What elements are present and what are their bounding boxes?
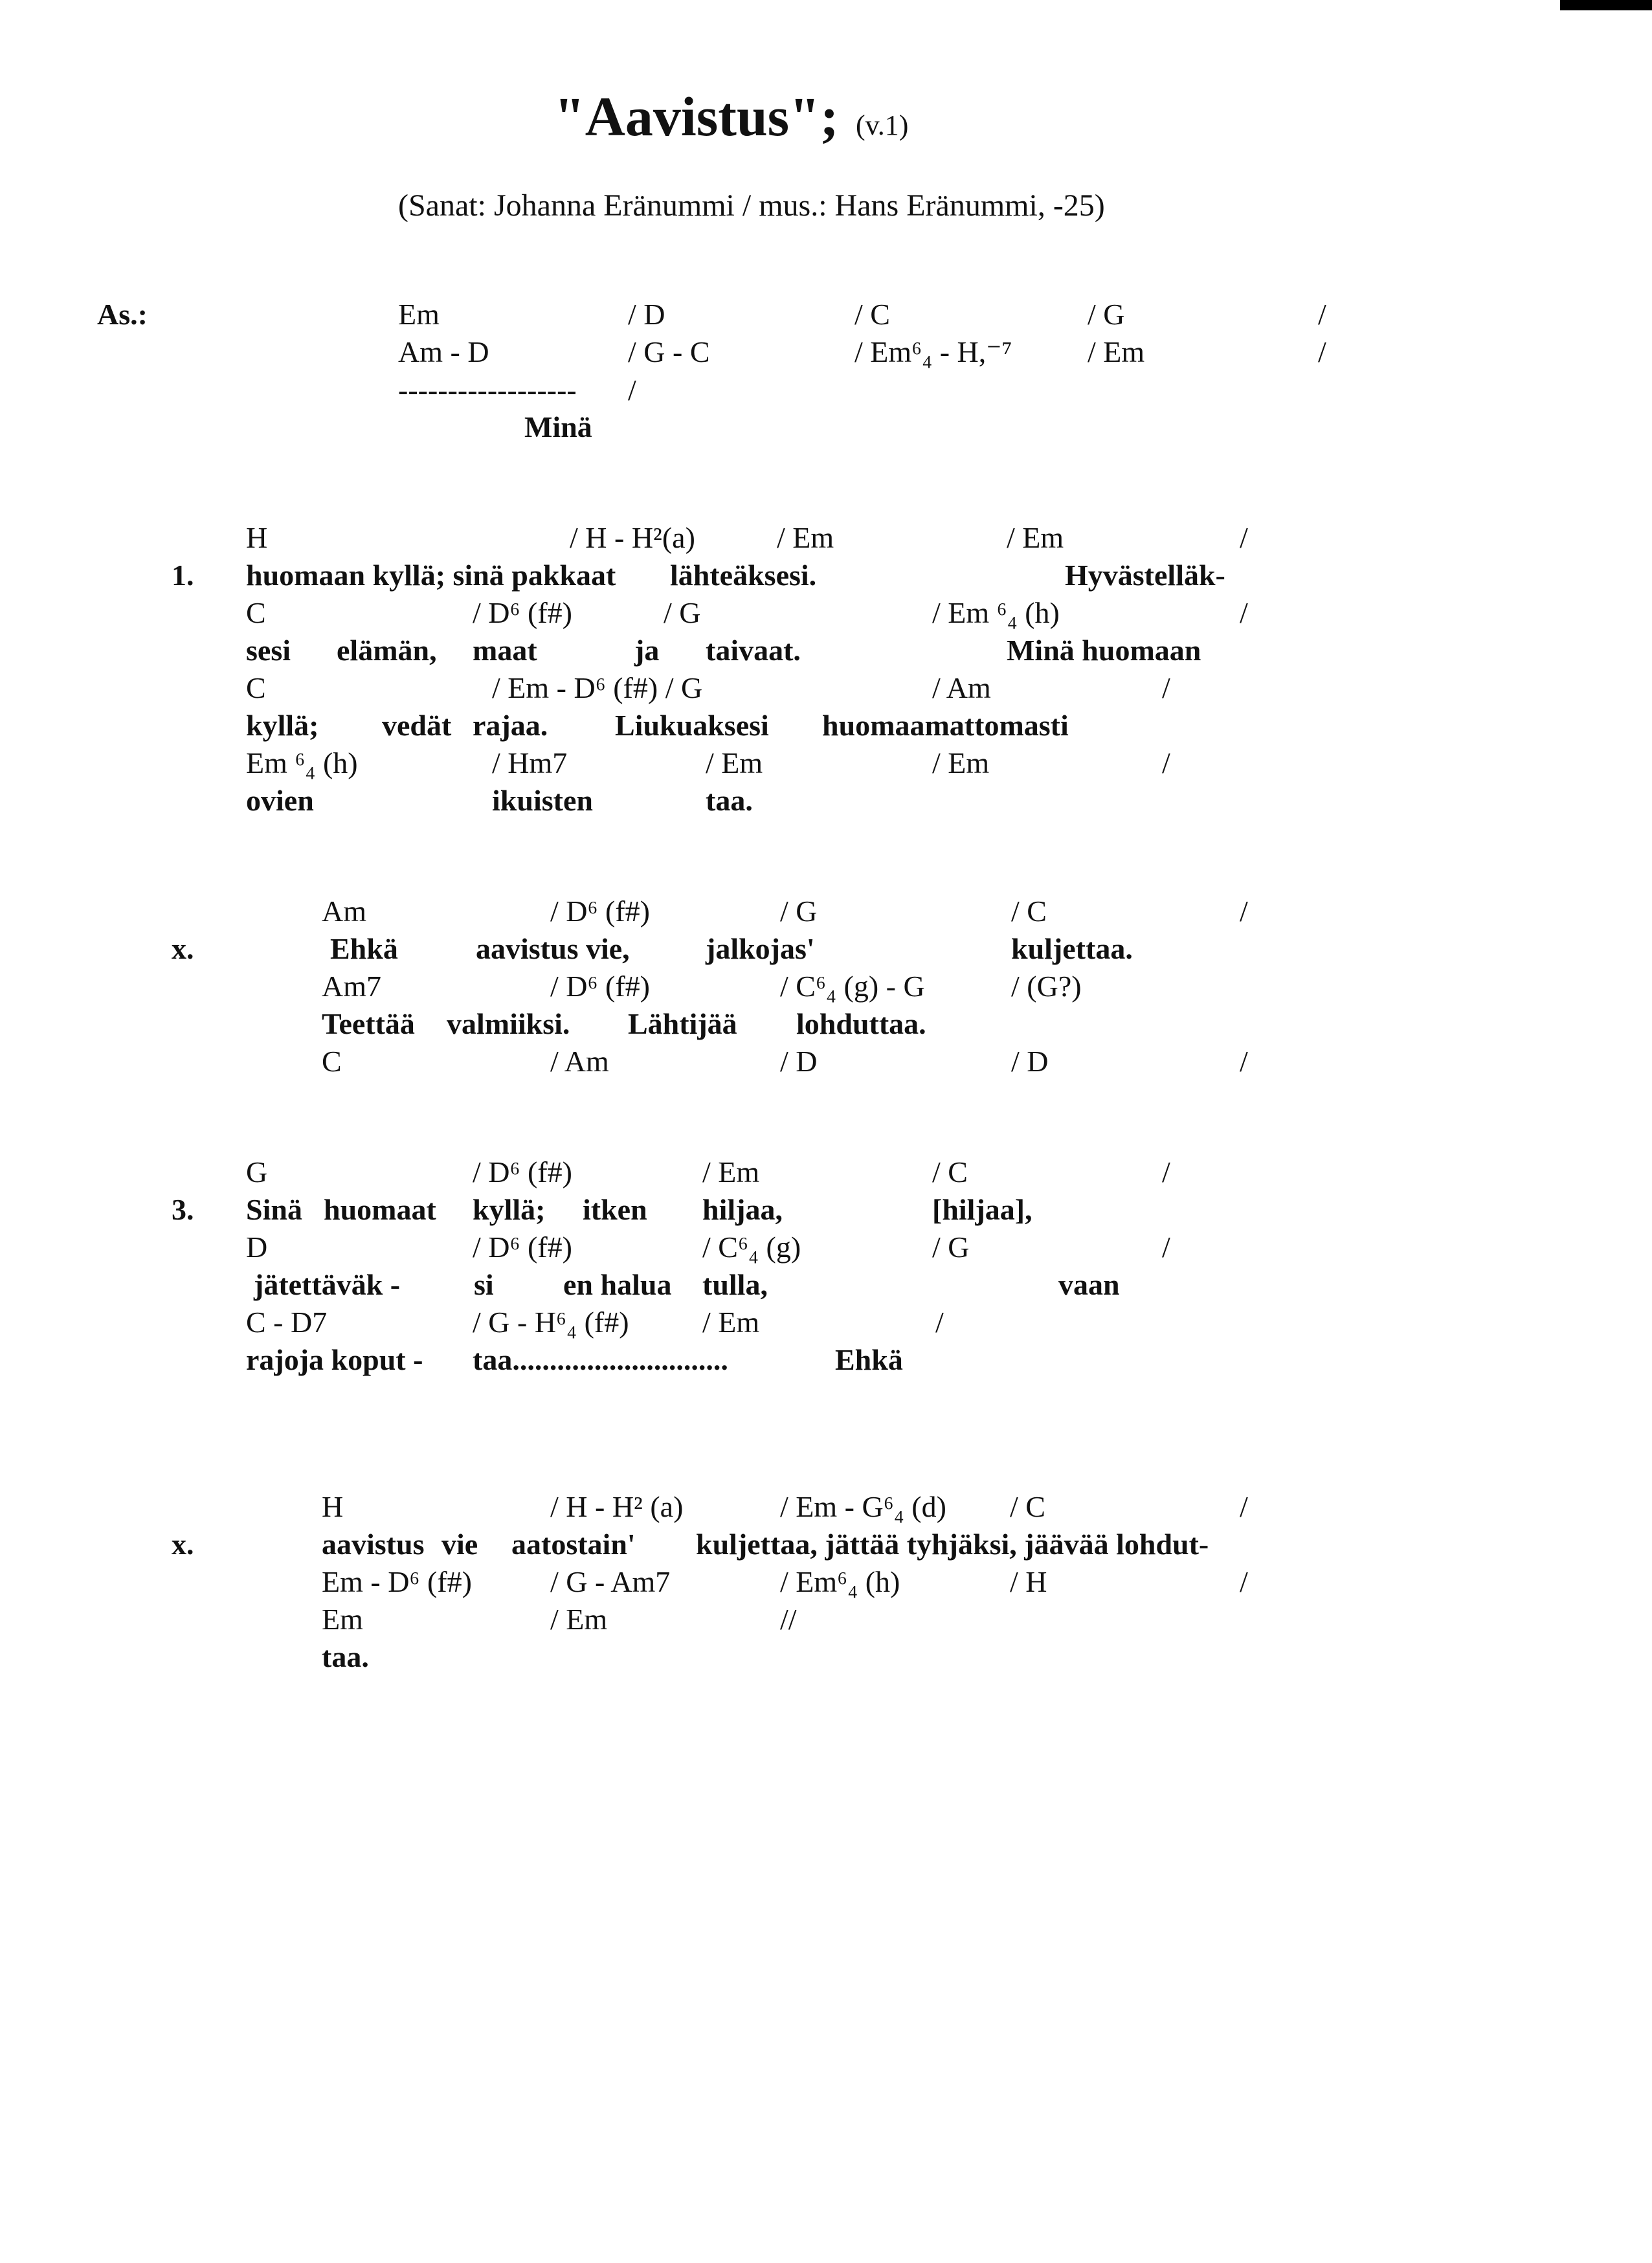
chord: / G - C bbox=[628, 335, 710, 368]
chord: / D bbox=[1011, 1045, 1049, 1078]
chord: Am - D bbox=[398, 335, 489, 368]
lyric: taa............................. bbox=[473, 1343, 728, 1376]
lyric: en halua bbox=[563, 1268, 672, 1301]
chord: / Em bbox=[702, 1306, 760, 1339]
bar-line: / bbox=[1318, 298, 1326, 331]
lyric: si bbox=[474, 1268, 494, 1301]
chord: / C bbox=[1011, 895, 1047, 928]
chord: C - D7 bbox=[246, 1306, 328, 1339]
scan-edge-mark bbox=[1560, 0, 1652, 10]
lyric: kyllä; bbox=[473, 1193, 546, 1226]
lyric: Minä huomaan bbox=[1007, 634, 1201, 667]
lyric: vaan bbox=[1058, 1268, 1120, 1301]
lyric: Liukuaksesi bbox=[615, 709, 769, 742]
chorus-number: x. bbox=[172, 1528, 194, 1561]
chord: / H - H² (a) bbox=[550, 1490, 684, 1523]
lyric: Sinä bbox=[246, 1193, 302, 1226]
lyric: rajoja koput - bbox=[246, 1343, 423, 1376]
lyric: taa. bbox=[706, 784, 753, 817]
bar-line: / bbox=[1162, 1231, 1170, 1264]
lyric: maat bbox=[473, 634, 537, 667]
chord: Am7 bbox=[322, 970, 381, 1003]
lyric: huomaamattomasti bbox=[822, 709, 1069, 742]
chord: / D⁶ (f#) bbox=[473, 596, 572, 629]
chord: / Em bbox=[1088, 335, 1145, 368]
chord: / C bbox=[854, 298, 890, 331]
chord: / Am bbox=[932, 671, 991, 704]
lyric: aatostain' bbox=[511, 1528, 636, 1561]
chord: / H bbox=[1010, 1565, 1047, 1598]
chord: / G bbox=[780, 895, 818, 928]
intro-label: As.: bbox=[97, 298, 148, 331]
version-label: (v.1) bbox=[856, 109, 909, 141]
bar-line: / bbox=[1318, 335, 1326, 368]
lyric: ovien bbox=[246, 784, 314, 817]
chord: D bbox=[246, 1231, 268, 1264]
lyric: itken bbox=[583, 1193, 647, 1226]
chord: / G bbox=[664, 596, 701, 629]
chord: / C⁶₄ (g) - G bbox=[780, 970, 925, 1003]
credits-line: (Sanat: Johanna Eränummi / mus.: Hans Eränummi, -25) bbox=[398, 188, 1105, 223]
lyric: lohduttaa. bbox=[796, 1007, 926, 1040]
lyric: aavistus bbox=[322, 1528, 425, 1561]
chord: / D bbox=[780, 1045, 818, 1078]
lyric: Lähtijää bbox=[628, 1007, 737, 1040]
chord: / Em bbox=[1007, 521, 1064, 554]
lyric: lähteäksesi. bbox=[670, 559, 817, 592]
lyric: taivaat. bbox=[706, 634, 801, 667]
bar-line: / bbox=[1240, 596, 1248, 629]
song-title: "Aavistus"; bbox=[554, 85, 839, 148]
lyric: huomaan kyllä; sinä pakkaat bbox=[246, 559, 616, 592]
lyric: valmiiksi. bbox=[447, 1007, 570, 1040]
chord: / G - H⁶₄ (f#) bbox=[473, 1306, 629, 1339]
bar-line: / bbox=[1240, 521, 1248, 554]
lyric: tulla, bbox=[702, 1268, 768, 1301]
lyric: Minä bbox=[524, 410, 592, 443]
lyric: kyllä; bbox=[246, 709, 319, 742]
chord: / Em ⁶₄ (h) bbox=[932, 596, 1060, 629]
lyric: vedät bbox=[382, 709, 452, 742]
chord: Am bbox=[322, 895, 366, 928]
chord: / D⁶ (f#) bbox=[550, 970, 650, 1003]
chord: Em ⁶₄ (h) bbox=[246, 746, 358, 779]
bar-line: / bbox=[1162, 746, 1170, 779]
chord: / Em⁶₄ (h) bbox=[780, 1565, 900, 1598]
chord: C bbox=[246, 596, 266, 629]
rest-dashes: ------------------ bbox=[398, 373, 577, 407]
chord: / Em - D⁶ (f#) / G bbox=[492, 671, 703, 704]
chord: Em bbox=[398, 298, 440, 331]
lyric: Hyvästelläk- bbox=[1065, 559, 1225, 592]
chord: Em - D⁶ (f#) bbox=[322, 1565, 472, 1598]
lyric: taa. bbox=[322, 1640, 369, 1673]
chord: / G - Am7 bbox=[550, 1565, 671, 1598]
chord: C bbox=[322, 1045, 342, 1078]
lyric: Ehkä bbox=[330, 932, 398, 965]
chord: / Em - G⁶₄ (d) bbox=[780, 1490, 946, 1523]
lyric: elämän, bbox=[337, 634, 437, 667]
lyric: aavistus vie, bbox=[476, 932, 630, 965]
lyric: hiljaa, bbox=[702, 1193, 783, 1226]
lyric: jalkojas' bbox=[706, 932, 815, 965]
chord: H bbox=[246, 521, 268, 554]
chord: / Em bbox=[706, 746, 763, 779]
lyric: huomaat bbox=[324, 1193, 436, 1226]
chord: / D⁶ (f#) bbox=[550, 895, 650, 928]
lyric: vie bbox=[441, 1528, 478, 1561]
chord: / H - H²(a) bbox=[570, 521, 695, 554]
chord: / C bbox=[1010, 1490, 1045, 1523]
lyric: kuljettaa. bbox=[1011, 932, 1133, 965]
bar-line: / bbox=[628, 373, 636, 407]
bar-line: / bbox=[1240, 1565, 1248, 1598]
chord: / G bbox=[932, 1231, 970, 1264]
lyric: kuljettaa, jättää tyhjäksi, jäävää lohdut- bbox=[696, 1528, 1209, 1561]
bar-line: / bbox=[935, 1306, 944, 1339]
chord: / Em bbox=[777, 521, 834, 554]
chord: / Em bbox=[702, 1155, 760, 1188]
chord: C bbox=[246, 671, 266, 704]
chord: / G bbox=[1088, 298, 1125, 331]
chord: / D⁶ (f#) bbox=[473, 1155, 572, 1188]
lyric: [hiljaa], bbox=[932, 1193, 1032, 1226]
lyric: Ehkä bbox=[835, 1343, 903, 1376]
bar-line: / bbox=[1240, 1490, 1248, 1523]
bar-line: / bbox=[1162, 1155, 1170, 1188]
chord: / Em⁶₄ - H,⁻⁷ bbox=[854, 335, 1012, 368]
lyric: sesi bbox=[246, 634, 291, 667]
lyric: ja bbox=[634, 634, 660, 667]
chord: / D⁶ (f#) bbox=[473, 1231, 572, 1264]
chord: G bbox=[246, 1155, 268, 1188]
chord: / C bbox=[932, 1155, 968, 1188]
chord: Em bbox=[322, 1603, 363, 1636]
lyric: rajaa. bbox=[473, 709, 548, 742]
chord: / Am bbox=[550, 1045, 609, 1078]
bar-line: / bbox=[1162, 671, 1170, 704]
verse-number: 1. bbox=[172, 559, 194, 592]
bar-line: / bbox=[1240, 1045, 1248, 1078]
end-bar-line: // bbox=[780, 1603, 797, 1636]
chord: / C⁶₄ (g) bbox=[702, 1231, 801, 1264]
chord: / (G?) bbox=[1011, 970, 1082, 1003]
bar-line: / bbox=[1240, 895, 1248, 928]
chord: / Hm7 bbox=[492, 746, 568, 779]
chord: / D bbox=[628, 298, 665, 331]
lyric: ikuisten bbox=[492, 784, 593, 817]
verse-number: 3. bbox=[172, 1193, 194, 1226]
lyric: Teettää bbox=[322, 1007, 415, 1040]
lyric: jätettäväk - bbox=[254, 1268, 401, 1301]
chorus-number: x. bbox=[172, 932, 194, 965]
chord: / Em bbox=[932, 746, 990, 779]
chord: H bbox=[322, 1490, 344, 1523]
chord: / Em bbox=[550, 1603, 608, 1636]
